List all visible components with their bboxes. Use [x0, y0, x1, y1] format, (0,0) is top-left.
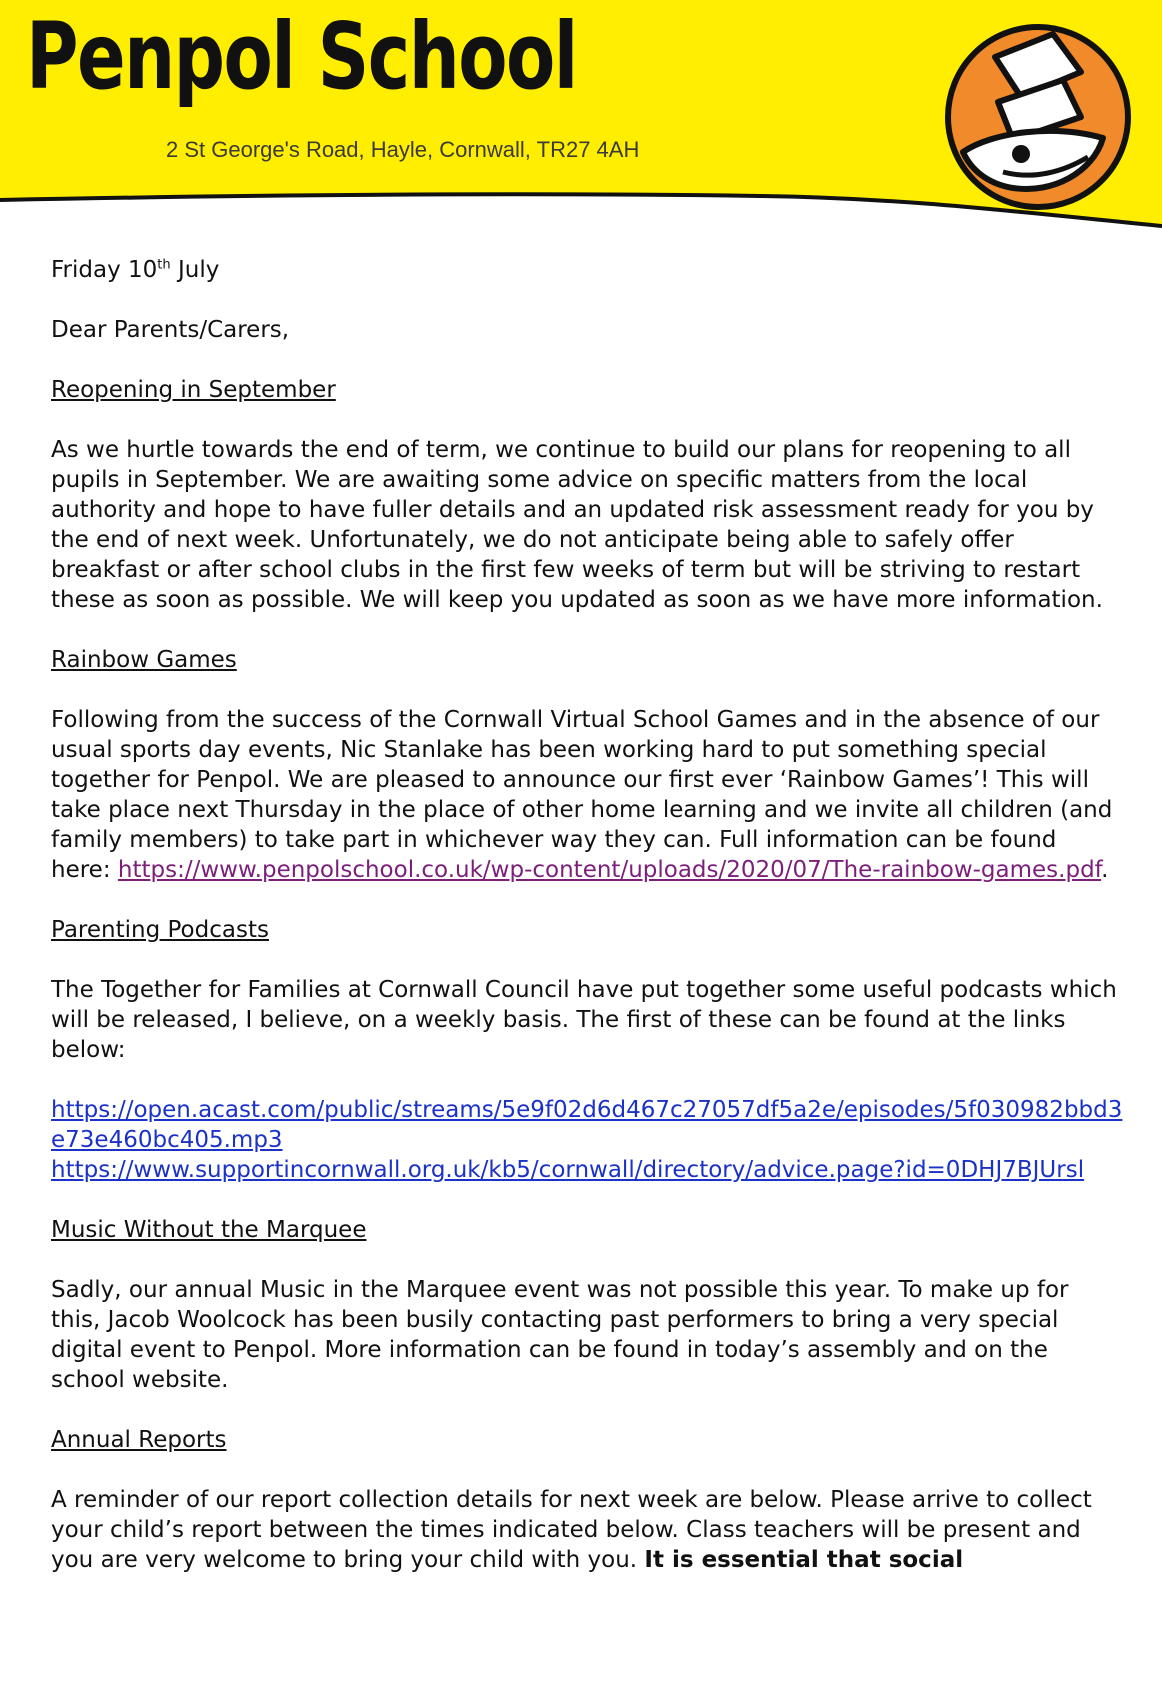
rainbow-games-text: Following from the success of the Cornwall Virtual School Games and in the absence of our usual sports day events, Nic Stanlake has been working hard to put something special together for Penpol. We are pleased to announce our first ever ‘Rainbow Games’! This will take place next Thursday in the place of other home learning and we invite all children (and family members) to take part in whichever way they can. Full information can be found here: [51, 707, 1113, 883]
section-body-reports [51, 1485, 1123, 1575]
section-heading-reports: Annual Reports [51, 1427, 227, 1453]
section-body-music: Sadly, our annual Music in the Marquee event was not possible this year. To make up for this, Jacob Woolcock has been busily contacting past performers to bring a very special digital event to Penpol. More information can be found in today’s assembly and on the school website. [51, 1277, 1069, 1393]
section-heading-rainbow-games: Rainbow Games [51, 647, 237, 673]
salutation: Dear Parents/Carers, [51, 317, 290, 343]
letter-body [51, 255, 1123, 1575]
ship-sail-logo-icon [903, 12, 1143, 222]
section-body-podcasts: The Together for Families at Cornwall Council have put together some useful podcasts which will be released, I believe, on a weekly basis. The first of these can be found at the links below: [51, 977, 1117, 1063]
section-body-rainbow-games [51, 705, 1123, 885]
rainbow-games-link[interactable]: https://www.penpolschool.co.uk/wp-content/uploads/2020/07/The-rainbow-games.pdf [117, 857, 1102, 883]
reports-bold-text: It is essential that social [644, 1547, 964, 1573]
date-month: July [177, 257, 220, 283]
date-suffix: th [157, 257, 171, 273]
podcast-link-supportincornwall[interactable]: https://www.supportincornwall.org.uk/kb5/cornwall/directory/advice.page?id=0DHJ7BJUrsl [51, 1157, 1085, 1183]
rainbow-games-period: . [1101, 857, 1109, 883]
podcast-links [51, 1095, 1123, 1185]
letter-date [51, 255, 1123, 285]
school-name: Penpol School [26, 3, 577, 110]
date-day: Friday 10 [51, 257, 158, 283]
school-address: 2 St George's Road, Hayle, Cornwall, TR27 4AH [166, 137, 640, 162]
section-heading-reopening: Reopening in September [51, 377, 336, 403]
section-body-reopening: As we hurtle towards the end of term, we continue to build our plans for reopening to all pupils in September. We are awaiting some advice on specific matters from the local authority and hope to have fuller details and an updated risk assessment ready for you by the end of next week. Unfortunately, we do not anticipate being able to safely offer breakfast or after school clubs in the first few weeks of term but will be striving to restart these as soon as possible. We will keep you updated as soon as we have more information. [51, 437, 1103, 613]
letterhead [0, 0, 1162, 240]
podcast-link-acast[interactable]: https://open.acast.com/public/streams/5e9f02d6d467c27057df5a2e/episodes/5f030982bbd3e73e460bc405.mp3 [51, 1097, 1123, 1153]
section-heading-music: Music Without the Marquee [51, 1217, 367, 1243]
reports-text: A reminder of our report collection details for next week are below. Please arrive to collect your child’s report between the times indicated below. Class teachers will be present and you are very welcome to bring your child with you. [51, 1487, 1092, 1573]
section-heading-podcasts: Parenting Podcasts [51, 917, 269, 943]
